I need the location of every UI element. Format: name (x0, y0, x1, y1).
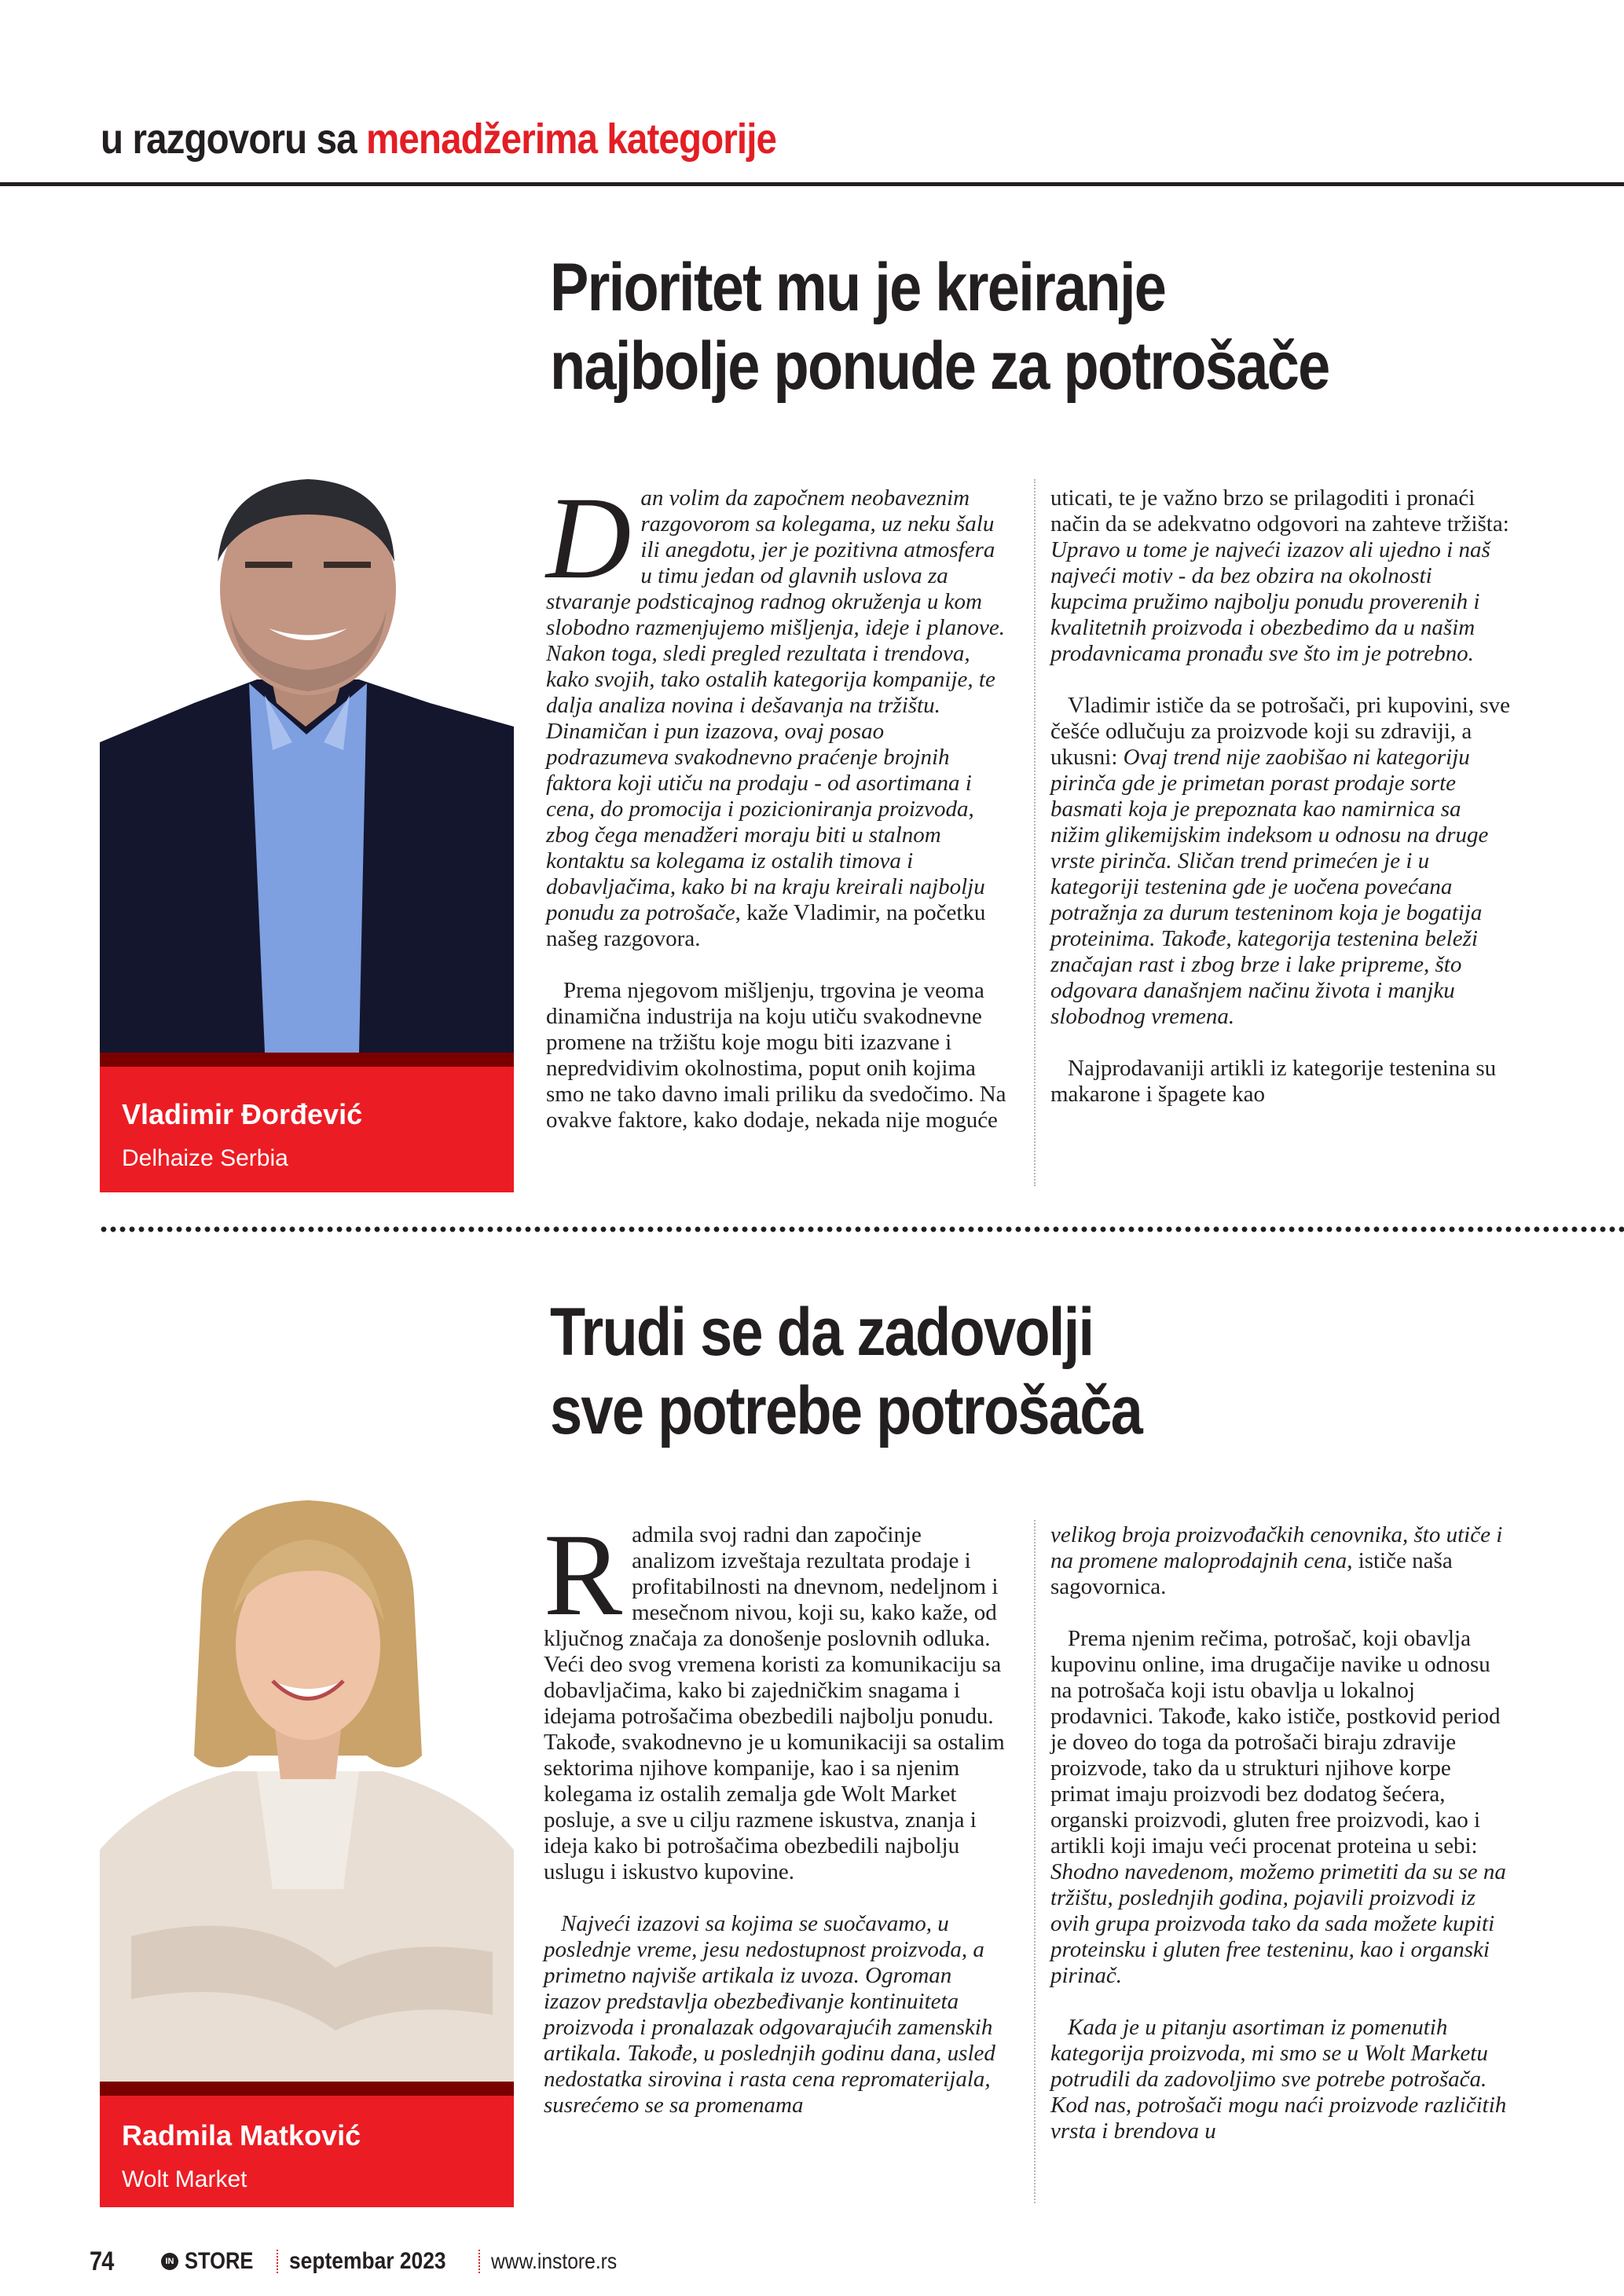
headline-line: najbolje ponude za potrošače (550, 328, 1329, 404)
instore-logo-icon: IN (161, 2253, 178, 2270)
headline-line: Trudi se da zadovolji (550, 1294, 1094, 1370)
website-link[interactable]: www.instore.rs (490, 2249, 617, 2273)
issue-date: septembar 2023 (288, 2248, 446, 2274)
article-2-caption (100, 2082, 514, 2207)
kicker-prefix: u razgovoru sa (101, 115, 357, 163)
footer-divider (478, 2250, 480, 2273)
article-2-column-1 (544, 1510, 1007, 2214)
section-kicker (101, 115, 776, 163)
brand-name: STORE (185, 2248, 254, 2274)
paragraph: Prema njegovom mišljenju, trgovina je veoma dinamična industrija na koju utiču svakodnevne promene na tržištu koje mogu biti izazvane i nepredvidivim okolnostima, poput onih kojima smo ne tako davno imali priliku da svedočimo. Na ovakve faktore, kako dodaje, nekada nije moguće (546, 978, 1006, 1133)
quote-text: an volim da započnem neobaveznim razgovorom sa kolegama, uz neku šalu ili anegdotu, jer je pozitivna atmosfera u timu jedan od glavnih uslova za stvaranje podsticajnog radnog okruženja u kom slobodno razmenjujemo mišljenja, ideje i planove. Nakon toga, sledi pregled rezultata i trendova, kako svojih, tako ostalih kategorija kompanije, te dalja analiza novina i dešavanja na tržištu. Dinamičan i pun izazova, ovaj posao podrazumeva svakodnevno praćenje brojnih faktora koji utiču na prodaju - od asortimana i cena, do promocija i pozicioniranja proizvoda, zbog čega menadžeri moraju biti u stalnom kontaktu sa kolegama iz ostalih timova i dobavljačima, kako bi na kraju kreirali najbolju ponudu za potrošače (546, 485, 1005, 925)
dotted-article-separator (99, 1225, 1624, 1233)
column-divider (1034, 479, 1036, 1186)
portrait-man-image (100, 467, 514, 1053)
footer-brand (161, 2248, 634, 2275)
quote-text: Upravo u tome je najveći izazov ali ujedno i naš najveći motiv - da bez obzira na okolnosti kupcima pružimo najbolju ponudu proverenih i kvalitetnih proizvoda i obezbedimo da u našim prodavnicama pronađu sve što im je potrebno. (1050, 537, 1490, 666)
attribution-text: , kaže Vladimir, na početku našeg razgovora. (546, 900, 986, 951)
kicker-highlight: menadžerima kategorije (366, 115, 777, 163)
article-1-portrait-photo (100, 467, 514, 1053)
article-2-column-2 (1050, 1522, 1514, 2214)
person-company: Delhaize Serbia (122, 1145, 288, 1171)
portrait-woman-image (100, 1496, 514, 2082)
paragraph: Najprodavaniji artikli iz kategorije testenina su makarone i špagete kao (1050, 1056, 1497, 1107)
article-1-column-2 (1050, 485, 1514, 1192)
headline-line: sve potrebe potrošača (550, 1373, 1142, 1448)
paragraph (1050, 485, 1514, 667)
article-2-portrait-photo (100, 1496, 514, 2082)
paragraph: Najveći izazovi sa kojima se suočavamo, u poslednje vreme, jesu nedostupnost proizvoda, a primetno najviše artikala iz uvoza. Ogroman izazov predstavlja obezbeđivanje kontinuiteta proizvoda i pronalazak odgovarajućih zamenskih artikala. Takođe, u poslednjih godinu dana, usled nedostatka sirovina i rasta cena repromaterijala, susrećemo se sa promenama (544, 1911, 995, 2118)
column-divider (1034, 1520, 1036, 2203)
header-rule (0, 182, 1624, 186)
paragraph (1050, 1626, 1514, 1989)
quote-text: velikog broja proizvođačkih cenovnika, što utiče i na promene maloprodajnih cena (1050, 1522, 1503, 1573)
person-name: Radmila Matković (122, 2119, 361, 2151)
paragraph (1050, 1522, 1514, 1600)
person-company: Wolt Market (122, 2166, 247, 2192)
article-1-headline (550, 248, 1329, 405)
paragraph (544, 1510, 1007, 1885)
article-2-headline (550, 1293, 1142, 1450)
body-text: Prema njenim rečima, potrošač, koji obavlja kupovinu online, ima drugačije navike u odnosu na potrošača koji istu obavlja u lokalnoj prodavnici. Takođe, kako ističe, postkovid period je doveo do toga da potrošači biraju zdravije proizvode, tako da u strukturi njihove korpe primat imaju proizvodi bez dodatog šećera, organski proizvodi, gluten free proizvodi, kao i artikli koji imaju veći procenat proteina u sebi: (1050, 1626, 1501, 1858)
drop-cap: R (544, 1510, 623, 1640)
page-footer (0, 2247, 1624, 2278)
paragraph: Kada je u pitanju asortiman iz pomenutih kategorija proizvoda, mi smo se u Wolt Marketu potrudili da zadovoljimo sve potrebe potrošača. Kod nas, potrošači mogu naći proizvode različitih vrsta i brendova u (1050, 2015, 1507, 2144)
body-text: uticati, te je važno brzo se prilagoditi i pronaći način da se adekvatno odgovori na zahteve tržišta: (1050, 485, 1509, 536)
body-text: admila svoj radni dan započinje analizom izveštaja rezultata prodaje i profitabilnosti na dnevnom, nedeljnom i mesečnom nivou, koji su, kako kaže, od ključnog značaja za donošenje poslovnih odluka. Veći deo svog vremena koristi za komunikaciju sa dobavljačima, kako bi zajedničkim snagama i idejama potrošačima obezbedili najbolju ponudu. Takođe, svakodnevno je u komunikaciji sa ostalim sektorima njihove kompanije, kao i sa njenim kolegama iz ostalih zemalja gde Wolt Market posluje, a sve u cilju razmene iskustva, znanja i ideja kako bi potrošačima obezbedili najbolju uslugu i iskustvo kupovine. (544, 1522, 1005, 1884)
quote-text: Shodno navedenom, možemo primetiti da su se na tržištu, poslednjih godina, pojavili proizvodi iz ovih grupa proizvoda tako da sada možete kupiti proteinsku i gluten free testeninu, kao i organski pirinač. (1050, 1859, 1506, 1988)
page-number: 74 (90, 2247, 114, 2276)
body-text: Vladimir ističe da se potrošači, pri kupovini, sve češće odlučuju za proizvode koji su zdraviji, a ukusni: (1050, 693, 1510, 770)
paragraph (1050, 693, 1514, 1030)
drop-cap: D (546, 473, 632, 603)
article-1-column-1 (546, 473, 1010, 1192)
attribution-text: , ističe naša sagovornica. (1050, 1548, 1453, 1599)
article-1-caption (100, 1053, 514, 1192)
paragraph (546, 473, 1010, 952)
person-name: Vladimir Đorđević (122, 1098, 363, 1130)
headline-line: Prioritet mu je kreiranje (550, 250, 1166, 325)
quote-text: Ovaj trend nije zaobišao ni kategoriju pirinča gde je primetan porast prodaje sorte basmati koja je prepoznata kao namirnica sa nižim glikemijskim indeksom u odnosu na druge vrste pirinča. Sličan trend primećen je i u kategoriji testenina gde je uočena povećana potražnja za durum testeninom koja je bogatija proteinima. Takođe, kategorija testenina beleži značajan rast i zbog brze i lake pripreme, što odgovara današnjem načinu života i manjku slobodnog vremena. (1050, 745, 1489, 1029)
footer-divider (277, 2250, 278, 2273)
